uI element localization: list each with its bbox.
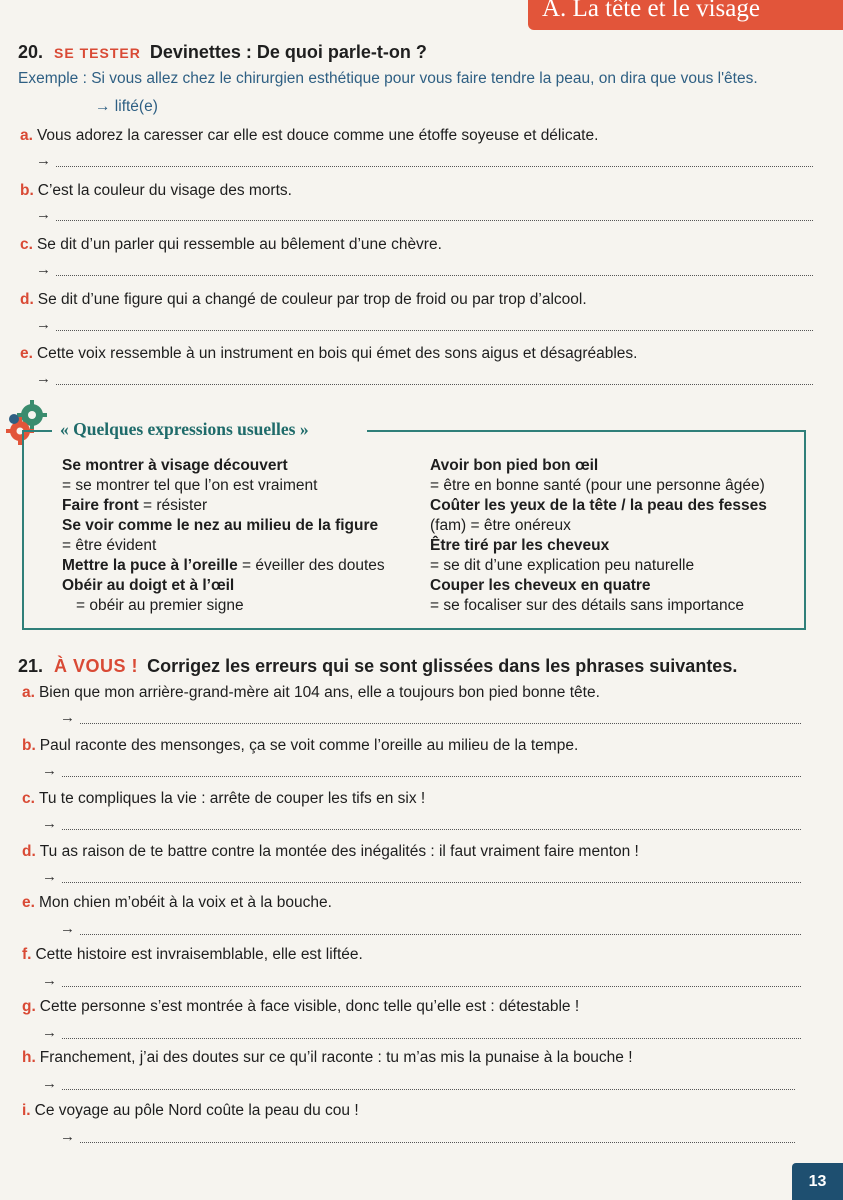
question-item: f. Cette histoire est invraisemblable, elle est liftée. (22, 946, 363, 963)
answer-line[interactable] (42, 762, 801, 782)
exercise-number: 21. (18, 656, 44, 676)
expression: Être tiré par les cheveux (430, 537, 610, 554)
answer-line[interactable] (42, 815, 801, 835)
expressions-left-column (62, 456, 385, 616)
arrow-icon: → (36, 206, 51, 223)
expression: Se voir comme le nez au milieu de la figure (62, 517, 379, 534)
answer-line[interactable] (36, 316, 813, 336)
question-item: c. Tu te compliques la vie : arrête de couper les tifs en six ! (22, 790, 426, 807)
arrow-icon: → (42, 972, 57, 989)
page-number: 13 (792, 1163, 843, 1200)
expression: Couper les cheveux en quatre (430, 577, 651, 594)
arrow-icon: → (36, 261, 51, 278)
answer-line[interactable] (36, 152, 813, 172)
arrow-icon: → (42, 1075, 57, 1092)
exercise-tag: SE TESTER (54, 45, 141, 61)
answer-line[interactable] (60, 1128, 795, 1148)
answer-line[interactable] (36, 206, 813, 226)
question-item: h. Franchement, j’ai des doutes sur ce qu’il raconte : tu m’as mis la punaise à la bouche ! (22, 1049, 633, 1066)
arrow-icon: → (42, 762, 57, 779)
expression-definition: = être en bonne santé (pour une personne âgée) (430, 477, 765, 494)
example-answer: → lifté(e) (95, 98, 158, 115)
arrow-icon: → (60, 920, 75, 937)
question-item: i. Ce voyage au pôle Nord coûte la peau du cou ! (22, 1102, 359, 1119)
answer-line[interactable] (36, 261, 813, 281)
expression: Coûter les yeux de la tête / la peau des fesses (430, 497, 767, 514)
expressions-title: « Quelques expressions usuelles » (60, 419, 309, 439)
arrow-icon: → (60, 1128, 75, 1145)
expression-definition: = se focaliser sur des détails sans importance (430, 597, 745, 614)
exercise-20-title (18, 42, 427, 63)
question-item: c. Se dit d’un parler qui ressemble au bêlement d’une chèvre. (20, 236, 442, 253)
exercise-heading: Corrigez les erreurs qui se sont glissées dans les phrases suivantes. (147, 656, 738, 676)
chapter-banner: A. La tête et le visage (528, 0, 843, 30)
expression-definition: = se dit d’une explication peu naturelle (430, 557, 695, 574)
arrow-icon: → (36, 152, 51, 169)
answer-line[interactable] (36, 370, 813, 390)
arrow-icon: → (42, 815, 57, 832)
exercise-number: 20. (18, 42, 44, 62)
arrow-icon: → (42, 1024, 57, 1041)
answer-line[interactable] (42, 1024, 801, 1044)
question-item: b. Paul raconte des mensonges, ça se voit comme l’oreille au milieu de la tempe. (22, 737, 579, 754)
answer-line[interactable] (60, 920, 801, 940)
expression: Mettre la puce à l’oreille = éveiller des doutes (62, 557, 385, 574)
example-text: Exemple : Si vous allez chez le chirurgien esthétique pour vous faire tendre la peau, on dira que vous l'êtes. (18, 70, 758, 87)
expression: Obéir au doigt et à l’œil (62, 577, 235, 594)
exercise-heading: Devinettes : De quoi parle-t-on ? (149, 42, 427, 62)
question-item: a. Bien que mon arrière-grand-mère ait 104 ans, elle a toujours bon pied bonne tête. (22, 684, 600, 701)
expression-definition: (fam) = être onéreux (430, 517, 571, 534)
answer-line[interactable] (42, 972, 801, 992)
expression: Avoir bon pied bon œil (430, 457, 599, 474)
question-item: a. Vous adorez la caresser car elle est douce comme une étoffe soyeuse et délicate. (20, 127, 599, 144)
arrow-icon: → (42, 868, 57, 885)
question-item: d. Se dit d’une figure qui a changé de couleur par trop de froid ou par trop d’alcool. (20, 291, 587, 308)
answer-line[interactable] (60, 709, 801, 729)
arrow-icon: → (60, 709, 75, 726)
expression: Se montrer à visage découvert (62, 457, 288, 474)
question-item: b. C’est la couleur du visage des morts. (20, 182, 292, 199)
answer-line[interactable] (42, 868, 801, 888)
answer-line[interactable] (42, 1075, 795, 1095)
expressions-right-column (430, 456, 767, 616)
exercise-tag: À VOUS ! (54, 656, 139, 676)
expression-definition: = se montrer tel que l’on est vraiment (62, 477, 318, 494)
question-item: d. Tu as raison de te battre contre la montée des inégalités : il faut vraiment faire menton ! (22, 843, 639, 860)
exercise-21-title (18, 656, 737, 677)
arrow-icon: → (36, 370, 51, 387)
expression: Faire front = résister (62, 497, 208, 514)
question-item: e. Cette voix ressemble à un instrument en bois qui émet des sons aigus et désagréables. (20, 345, 638, 362)
question-item: e. Mon chien m’obéit à la voix et à la bouche. (22, 894, 332, 911)
expression-definition: = être évident (62, 537, 157, 554)
arrow-icon: → (36, 316, 51, 333)
question-item: g. Cette personne s’est montrée à face visible, donc telle qu’elle est : détestable ! (22, 998, 580, 1015)
expression-definition: = obéir au premier signe (76, 597, 244, 614)
